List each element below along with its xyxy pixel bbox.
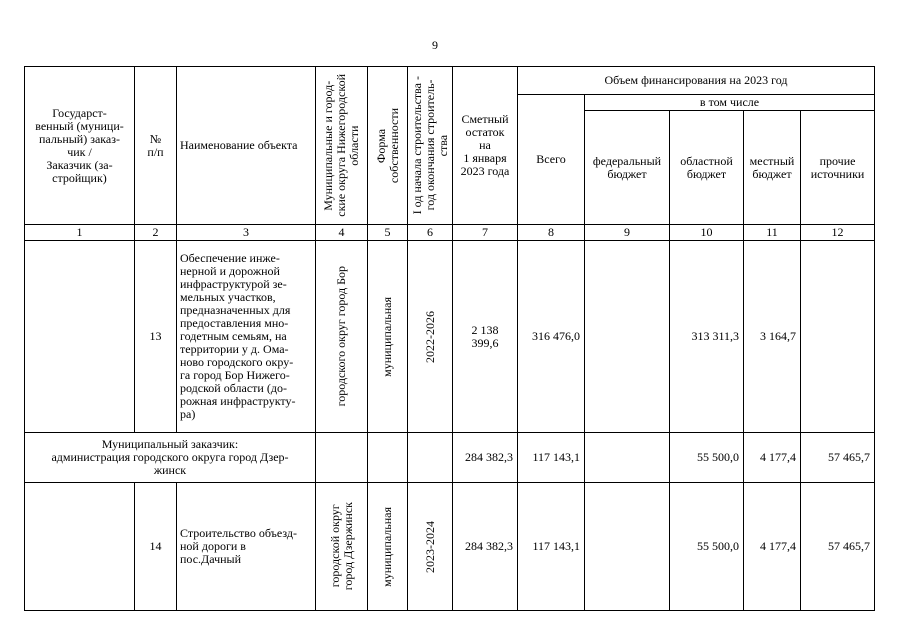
- header-funding: Объем финансирования на 2023 год: [518, 67, 875, 95]
- row14-other: 57 465,7: [801, 483, 875, 611]
- group-row-remainder: 284 382,3: [453, 433, 518, 483]
- row14-federal: [585, 483, 670, 611]
- row14-num: 14: [135, 483, 177, 611]
- group-row-federal: [585, 433, 670, 483]
- row13-federal: [585, 241, 670, 433]
- group-row-label: Муниципальный заказчик: администрация городского округа город Дзер- жинск: [25, 433, 316, 483]
- column-number-row: [25, 225, 875, 241]
- col-number: 5: [368, 225, 408, 241]
- col-number: 2: [135, 225, 177, 241]
- row14-ownership: муниципальная: [368, 483, 408, 611]
- col-number: 11: [744, 225, 801, 241]
- group-row-local: 4 177,4: [744, 433, 801, 483]
- row14-remainder: 284 382,3: [453, 483, 518, 611]
- group-row-other: 57 465,7: [801, 433, 875, 483]
- group-row-district: [316, 433, 368, 483]
- header-local: местный бюджет: [744, 111, 801, 225]
- col-number: 3: [177, 225, 316, 241]
- row14-regional: 55 500,0: [670, 483, 744, 611]
- header-regional: областной бюджет: [670, 111, 744, 225]
- row13-years: 2022-2026: [408, 241, 453, 433]
- row14-years: 2023-2024: [408, 483, 453, 611]
- col-number: 9: [585, 225, 670, 241]
- row14-total: 117 143,1: [518, 483, 585, 611]
- header-total: Всего: [518, 95, 585, 225]
- header-ownership: Форма собственности: [368, 67, 408, 225]
- row14-object-name: Строительство объезд- ной дороги в пос.Дачный: [177, 483, 316, 611]
- row13-remainder: 2 138 399,6: [453, 241, 518, 433]
- row14-customer: [25, 483, 135, 611]
- col-number: 4: [316, 225, 368, 241]
- header-district: Муниципальные и город- ские округа Нижегородской области: [316, 67, 368, 225]
- header-remainder: Сметный остаток на 1 января 2023 года: [453, 67, 518, 225]
- row13-num: 13: [135, 241, 177, 433]
- table-row: [25, 483, 875, 611]
- header-object-name: Наименование объекта: [177, 67, 316, 225]
- col-number: 10: [670, 225, 744, 241]
- header-customer: Государст- венный (муници- пальный) заказ- чик / Заказчик (за- стройщик): [25, 67, 135, 225]
- row13-total: 316 476,0: [518, 241, 585, 433]
- row13-customer: [25, 241, 135, 433]
- row13-regional: 313 311,3: [670, 241, 744, 433]
- group-row-total: 117 143,1: [518, 433, 585, 483]
- col-number: 8: [518, 225, 585, 241]
- header-num: № п/п: [135, 67, 177, 225]
- row13-district: городского округ город Бор: [316, 241, 368, 433]
- row13-local: 3 164,7: [744, 241, 801, 433]
- financing-table: [24, 66, 875, 611]
- header-federal: федеральный бюджет: [585, 111, 670, 225]
- header-including: в том числе: [585, 95, 875, 111]
- col-number: 12: [801, 225, 875, 241]
- col-number: 1: [25, 225, 135, 241]
- group-row-regional: 55 500,0: [670, 433, 744, 483]
- row14-district: городской округ город Дзержинск: [316, 483, 368, 611]
- group-row-ownership: [368, 433, 408, 483]
- col-number: 6: [408, 225, 453, 241]
- row14-local: 4 177,4: [744, 483, 801, 611]
- header-years: I од начала строительства - год окончания строитель- ства: [408, 67, 453, 225]
- col-number: 7: [453, 225, 518, 241]
- group-row-years: [408, 433, 453, 483]
- row13-ownership: муниципальная: [368, 241, 408, 433]
- table-row: [25, 241, 875, 433]
- row13-object-name: Обеспечение инже- нерной и дорожной инфраструктурой зе- мельных участков, предназначенных для предоставления мно- годетным семьям, на территории у д. Ома- ново городского окру- га город Бор Нижего- родской области (до- рожная инфраструкту- ра): [177, 241, 316, 433]
- row13-other: [801, 241, 875, 433]
- header-other: прочие источники: [801, 111, 875, 225]
- page-number: 9: [432, 38, 438, 52]
- table-row: [25, 433, 875, 483]
